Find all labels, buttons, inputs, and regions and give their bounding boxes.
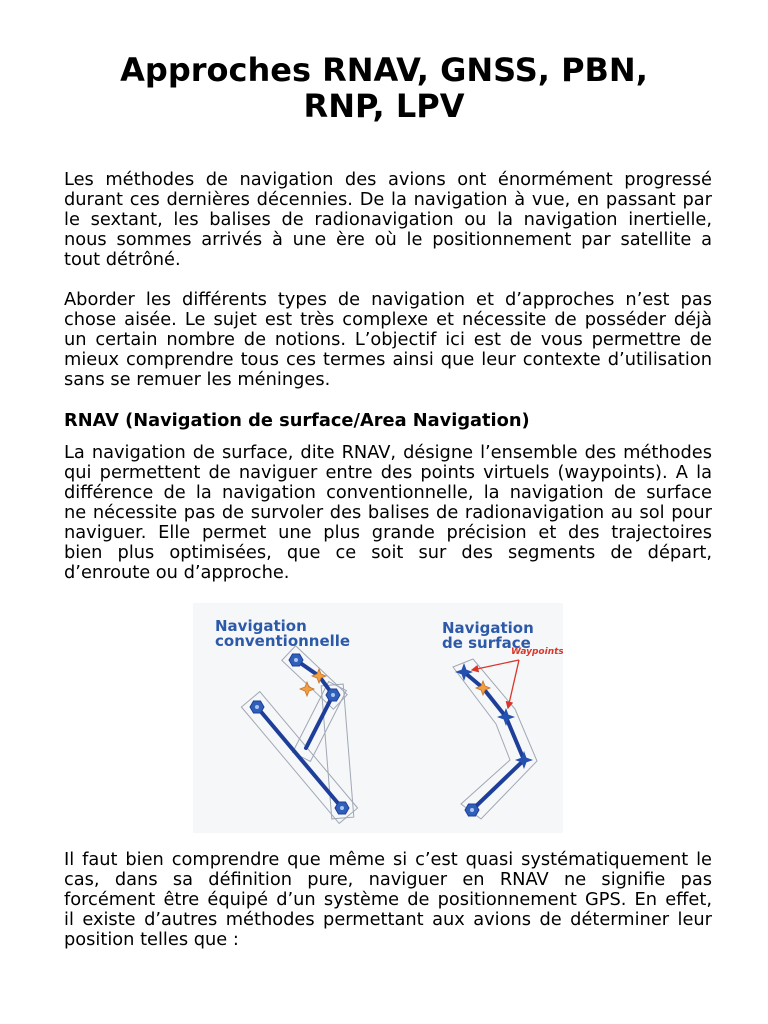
text-line: Il faut bien comprendre que même si c’est quasi systématiquement le xyxy=(64,849,712,870)
text-line: durant ces dernières décennies. De la navigation à vue, en passant par xyxy=(64,189,712,210)
title-line-2: RNP, LPV xyxy=(303,87,465,125)
text-line: le sextant, les balises de radionavigation ou la navigation inertielle, xyxy=(64,209,712,230)
paragraph-objective xyxy=(64,290,712,390)
label-area-line-1: Navigation xyxy=(442,619,534,637)
text-line: chose aisée. Le sujet est très complexe et nécessite de posséder déjà xyxy=(64,309,712,330)
text-line: d’enroute ou d’approche. xyxy=(64,562,290,583)
paragraph-rnav-definition xyxy=(64,443,712,583)
paragraph-intro xyxy=(64,170,712,270)
text-line: ne nécessite pas de survoler des balises de radionavigation au sol pour xyxy=(64,502,712,523)
navigation-diagram xyxy=(193,603,563,833)
text-line: position telles que : xyxy=(64,929,239,950)
text-line: mieux comprendre tous ces termes ainsi que leur contexte d’utilisation xyxy=(64,349,712,370)
text-line: tout détrôné. xyxy=(64,249,181,270)
text-line: bien plus optimisées, que ce soit sur des segments de départ, xyxy=(64,542,712,563)
text-line: La navigation de surface, dite RNAV, désigne l’ensemble des méthodes xyxy=(64,442,712,463)
text-line: qui permettent de naviguer entre des points virtuels (waypoints). A la xyxy=(64,462,712,483)
text-line: un certain nombre de notions. L’objectif ici est de vous permettre de xyxy=(64,329,712,350)
label-conventional-line-1: Navigation xyxy=(215,617,307,635)
section-heading-rnav: RNAV (Navigation de surface/Area Navigation) xyxy=(64,410,530,431)
text-line: sans se remuer les méninges. xyxy=(64,369,331,390)
text-line: Les méthodes de navigation des avions ont énormément progressé xyxy=(64,169,712,190)
navaid-icon xyxy=(465,804,479,816)
navaid-icon xyxy=(326,689,340,701)
text-line: Aborder les différents types de navigation et d’approches n’est pas xyxy=(64,289,712,310)
text-line: il existe d’autres méthodes permettant aux avions de déterminer leur xyxy=(64,909,712,930)
text-line: différence de la navigation conventionnelle, la navigation de surface xyxy=(64,482,712,503)
label-waypoints: Waypoints xyxy=(511,647,563,657)
text-line: cas, dans sa définition pure, naviguer en RNAV ne signifie pas xyxy=(64,869,712,890)
navaid-icon xyxy=(335,802,349,814)
title-line-1: Approches RNAV, GNSS, PBN, xyxy=(120,51,648,89)
label-area-line-2: de surface xyxy=(442,634,531,652)
navigation-figure xyxy=(193,603,563,833)
navaid-icon xyxy=(289,654,303,666)
label-conventional-line-2: conventionnelle xyxy=(215,632,351,650)
text-line: forcément être équipé d’un système de positionnement GPS. En effet, xyxy=(64,889,712,910)
paragraph-gps-note xyxy=(64,850,712,950)
navaid-icon xyxy=(250,701,264,713)
page-title xyxy=(0,52,768,124)
text-line: naviguer. Elle permet une plus grande précision et des trajectoires xyxy=(64,522,712,543)
text-line: nous sommes arrivés à une ère où le positionnement par satellite a xyxy=(64,229,712,250)
